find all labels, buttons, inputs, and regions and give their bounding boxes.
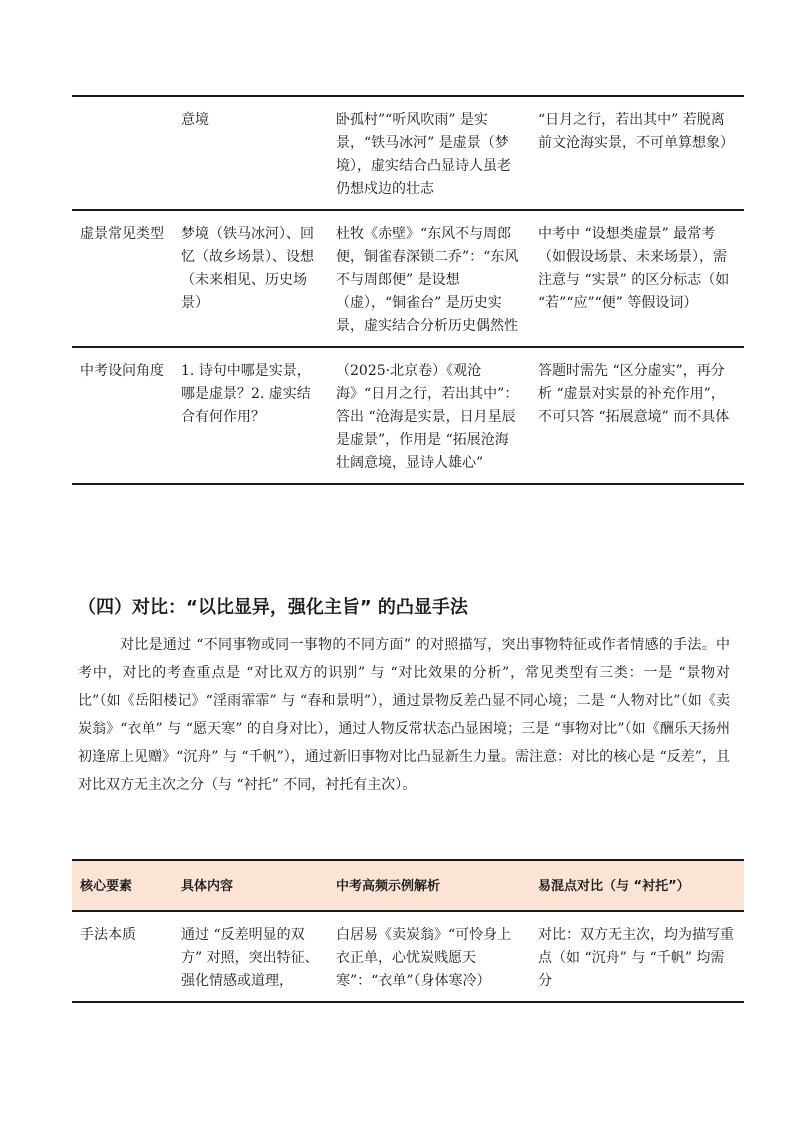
cell-note: 对比：双方无主次，均为描写重点（如 “沉舟” 与 “千帆” 均需分 <box>538 927 734 989</box>
header-confusion: 易混点对比（与 “衬托”） <box>538 879 690 894</box>
device-table-continued <box>72 95 744 485</box>
cell-content: 1. 诗句中哪是实景，哪是虚景？2. 虚实结合有何作用？ <box>181 363 311 425</box>
header-example: 中考高频示例解析 <box>336 879 441 894</box>
cell-content: 意境 <box>181 112 209 128</box>
row-label <box>72 96 173 210</box>
cell-note: “日月之行，若出其中” 若脱离前文沧海实景，不可单算想象） <box>538 112 734 151</box>
table-row <box>72 911 744 1002</box>
cell-note: 中考中 “设想类虚景” 最常考（如假设场景、未来场景），需注意与 “实景” 的区分标志（如 “若”“应”“便” 等假设词） <box>538 226 730 311</box>
table-row <box>72 210 744 347</box>
cell-example: 白居易《卖炭翁》“可怜身上衣正单，心忧炭贱愿天寒”：“衣单”（身体寒冷） <box>336 927 512 989</box>
cell-example: 杜牧《赤壁》“东风不与周郎便，铜雀春深锁二乔”：“东风不与周郎便” 是设想（虚），“铜雀台” 是历史实景，虚实结合分析历史偶然性 <box>336 226 519 334</box>
section-heading: （四）对比：“以比显异，强化主旨” 的凸显手法 <box>78 597 468 618</box>
cell-example: （2025·北京卷）《观沧海》“日月之行，若出其中”：答出 “沧海是实景，日月星辰是虚景”，作用是 “拓展沧海壮阔意境，显诗人雄心” <box>336 363 519 471</box>
cell-example: 卧孤村”“听风吹雨” 是实景，“铁马冰河” 是虚景（梦境），虚实结合凸显诗人虽老仍想戍边的壮志 <box>336 112 511 197</box>
header-core-element: 核心要素 <box>80 879 133 894</box>
section-paragraph: 对比是通过 “不同事物或同一事物的不同方面” 的对照描写，突出事物特征或作者情感的手法。中考中，对比的考查重点是 “对比双方的识别” 与 “对比效果的分析”，常见类型有三类：一是 “景物对比”（如《岳阳楼记》“淫雨霏霏” 与 “春和景明”），通过景物反差凸显不同心境；二是 “人物对比”（如《卖炭翁》“衣单” 与 “愿天寒” 的自身对比），通过人物反常状态凸显困境；三是 “事物对比”（如《酬乐天扬州初逢席上见赠》“沉舟” 与 “千帆”），通过新旧事物对比凸显新生力量。需注意：对比的核心是 “反差”，且对比双方无主次之分（与 “衬托” 不同，衬托有主次）。 <box>78 637 730 793</box>
table-header-row <box>72 860 744 911</box>
table-row <box>72 96 744 210</box>
cell-note: 答题时需先 “区分虚实”，再分析 “虚景对实景的补充作用”，不可只答 “拓展意境” 而不具体 <box>538 363 730 425</box>
row-label: 中考设问角度 <box>80 363 164 379</box>
contrast-table <box>72 859 744 1003</box>
header-content: 具体内容 <box>181 879 234 894</box>
cell-content: 通过 “反差明显的双方” 对照，突出特征、强化情感或道理， <box>181 927 319 989</box>
cell-content: 梦境（铁马冰河）、回忆（故乡场景）、设想（未来相见、历史场景） <box>181 226 314 311</box>
row-label: 手法本质 <box>80 927 136 943</box>
table-row <box>72 347 744 484</box>
row-label: 虚景常见类型 <box>80 226 164 242</box>
